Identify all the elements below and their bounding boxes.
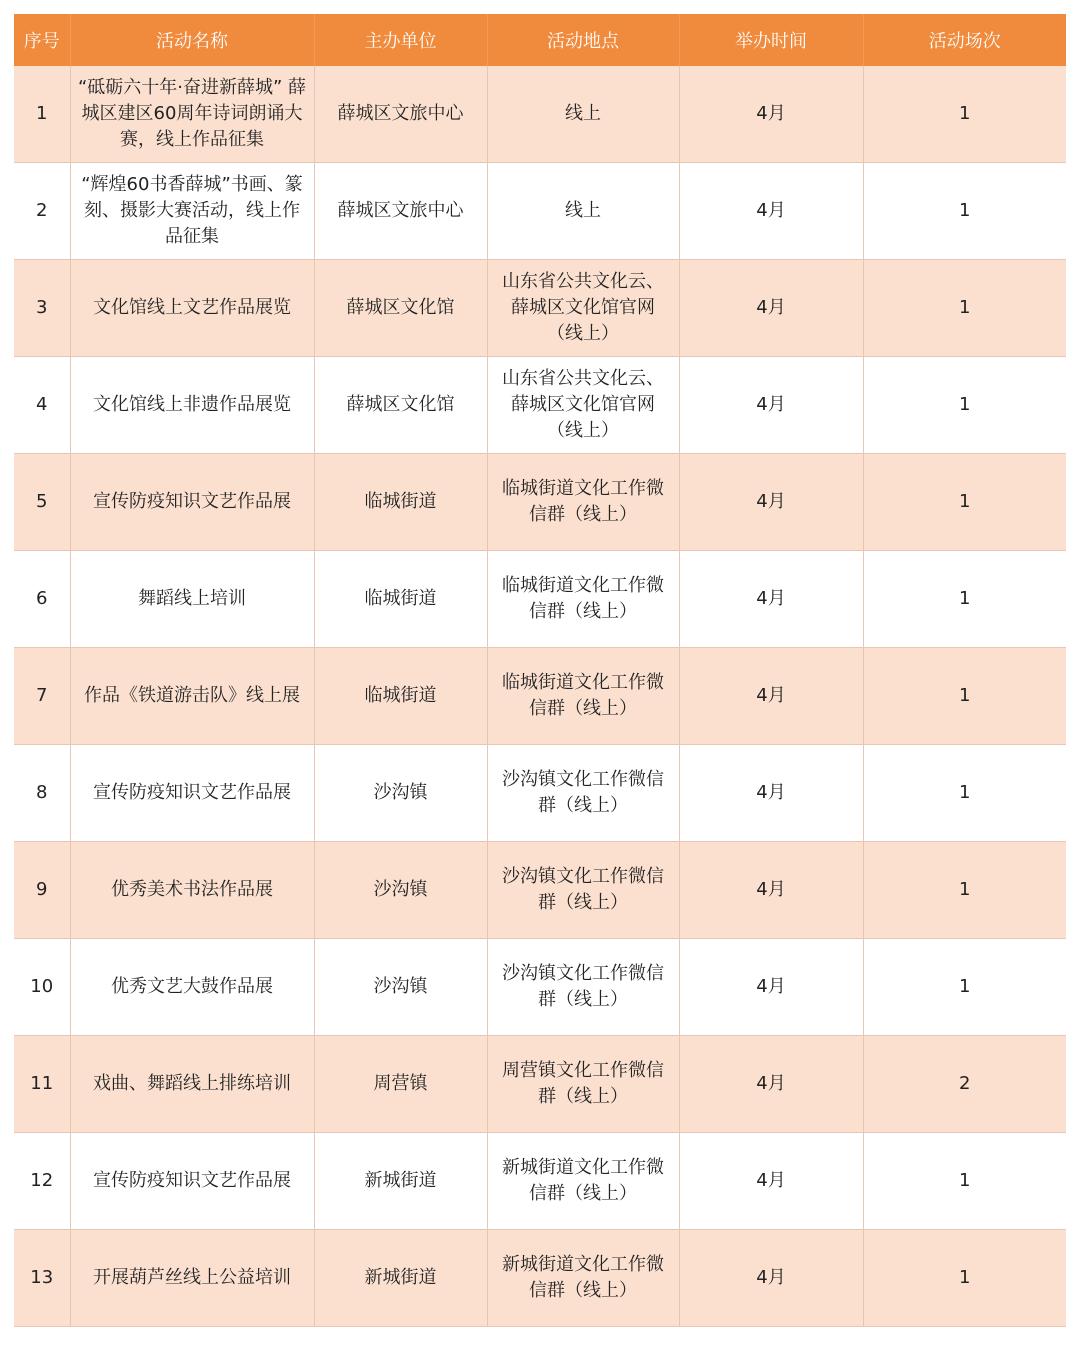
table-row (14, 260, 1066, 357)
cell-activity-name: 文化馆线上文艺作品展览 (70, 260, 314, 357)
cell-sessions: 1 (863, 357, 1066, 454)
activity-table (14, 14, 1066, 1327)
cell-organizer: 临城街道 (314, 551, 487, 648)
cell-activity-name: 舞蹈线上培训 (70, 551, 314, 648)
cell-index: 8 (14, 745, 70, 842)
header-index: 序号 (14, 14, 70, 66)
cell-time: 4月 (679, 648, 863, 745)
cell-activity-name: “辉煌60书香薛城”书画、篆刻、摄影大赛活动，线上作品征集 (70, 163, 314, 260)
cell-organizer: 薛城区文旅中心 (314, 66, 487, 163)
table-header (14, 14, 1066, 66)
table-row (14, 357, 1066, 454)
cell-sessions: 1 (863, 1230, 1066, 1327)
cell-organizer: 新城街道 (314, 1230, 487, 1327)
cell-activity-name: 作品《铁道游击队》线上展 (70, 648, 314, 745)
cell-organizer: 薛城区文化馆 (314, 260, 487, 357)
header-row (14, 14, 1066, 66)
cell-index: 2 (14, 163, 70, 260)
cell-index: 3 (14, 260, 70, 357)
cell-sessions: 1 (863, 551, 1066, 648)
cell-location: 沙沟镇文化工作微信群（线上） (487, 842, 679, 939)
cell-sessions: 1 (863, 1133, 1066, 1230)
cell-activity-name: 宣传防疫知识文艺作品展 (70, 1133, 314, 1230)
table-row (14, 163, 1066, 260)
cell-sessions: 1 (863, 648, 1066, 745)
cell-activity-name: “砥砺六十年·奋进新薛城” 薛城区建区60周年诗词朗诵大赛，线上作品征集 (70, 66, 314, 163)
cell-location: 沙沟镇文化工作微信群（线上） (487, 745, 679, 842)
table-row (14, 551, 1066, 648)
cell-time: 4月 (679, 454, 863, 551)
cell-location: 山东省公共文化云、薛城区文化馆官网（线上） (487, 260, 679, 357)
cell-organizer: 临城街道 (314, 648, 487, 745)
cell-location: 新城街道文化工作微信群（线上） (487, 1230, 679, 1327)
table-row (14, 454, 1066, 551)
cell-time: 4月 (679, 939, 863, 1036)
cell-activity-name: 戏曲、舞蹈线上排练培训 (70, 1036, 314, 1133)
cell-activity-name: 优秀文艺大鼓作品展 (70, 939, 314, 1036)
cell-activity-name: 开展葫芦丝线上公益培训 (70, 1230, 314, 1327)
table-row (14, 1036, 1066, 1133)
cell-location: 山东省公共文化云、薛城区文化馆官网（线上） (487, 357, 679, 454)
cell-index: 13 (14, 1230, 70, 1327)
cell-organizer: 沙沟镇 (314, 842, 487, 939)
table-body (14, 66, 1066, 1327)
cell-location: 线上 (487, 66, 679, 163)
cell-sessions: 1 (863, 454, 1066, 551)
cell-location: 线上 (487, 163, 679, 260)
cell-index: 12 (14, 1133, 70, 1230)
cell-organizer: 周营镇 (314, 1036, 487, 1133)
cell-time: 4月 (679, 163, 863, 260)
header-activity-name: 活动名称 (70, 14, 314, 66)
header-time: 举办时间 (679, 14, 863, 66)
cell-sessions: 2 (863, 1036, 1066, 1133)
table-row (14, 66, 1066, 163)
cell-time: 4月 (679, 66, 863, 163)
cell-sessions: 1 (863, 939, 1066, 1036)
cell-time: 4月 (679, 842, 863, 939)
cell-time: 4月 (679, 1230, 863, 1327)
cell-location: 周营镇文化工作微信群（线上） (487, 1036, 679, 1133)
cell-sessions: 1 (863, 260, 1066, 357)
cell-organizer: 沙沟镇 (314, 745, 487, 842)
cell-organizer: 薛城区文旅中心 (314, 163, 487, 260)
header-sessions: 活动场次 (863, 14, 1066, 66)
table-row (14, 939, 1066, 1036)
cell-location: 临城街道文化工作微信群（线上） (487, 551, 679, 648)
cell-activity-name: 宣传防疫知识文艺作品展 (70, 454, 314, 551)
cell-index: 6 (14, 551, 70, 648)
cell-activity-name: 宣传防疫知识文艺作品展 (70, 745, 314, 842)
cell-time: 4月 (679, 260, 863, 357)
cell-organizer: 临城街道 (314, 454, 487, 551)
cell-organizer: 薛城区文化馆 (314, 357, 487, 454)
cell-location: 临城街道文化工作微信群（线上） (487, 454, 679, 551)
cell-activity-name: 文化馆线上非遗作品展览 (70, 357, 314, 454)
activity-table-container (14, 14, 1066, 1327)
cell-sessions: 1 (863, 66, 1066, 163)
table-row (14, 842, 1066, 939)
table-row (14, 1133, 1066, 1230)
cell-organizer: 沙沟镇 (314, 939, 487, 1036)
cell-location: 新城街道文化工作微信群（线上） (487, 1133, 679, 1230)
cell-time: 4月 (679, 745, 863, 842)
cell-index: 1 (14, 66, 70, 163)
cell-organizer: 新城街道 (314, 1133, 487, 1230)
table-row (14, 745, 1066, 842)
cell-index: 11 (14, 1036, 70, 1133)
cell-location: 临城街道文化工作微信群（线上） (487, 648, 679, 745)
cell-time: 4月 (679, 1036, 863, 1133)
cell-time: 4月 (679, 551, 863, 648)
cell-index: 5 (14, 454, 70, 551)
cell-sessions: 1 (863, 745, 1066, 842)
cell-index: 10 (14, 939, 70, 1036)
table-row (14, 648, 1066, 745)
header-organizer: 主办单位 (314, 14, 487, 66)
cell-index: 9 (14, 842, 70, 939)
cell-location: 沙沟镇文化工作微信群（线上） (487, 939, 679, 1036)
cell-sessions: 1 (863, 163, 1066, 260)
header-location: 活动地点 (487, 14, 679, 66)
cell-time: 4月 (679, 1133, 863, 1230)
table-row (14, 1230, 1066, 1327)
cell-index: 7 (14, 648, 70, 745)
cell-index: 4 (14, 357, 70, 454)
cell-activity-name: 优秀美术书法作品展 (70, 842, 314, 939)
cell-sessions: 1 (863, 842, 1066, 939)
cell-time: 4月 (679, 357, 863, 454)
